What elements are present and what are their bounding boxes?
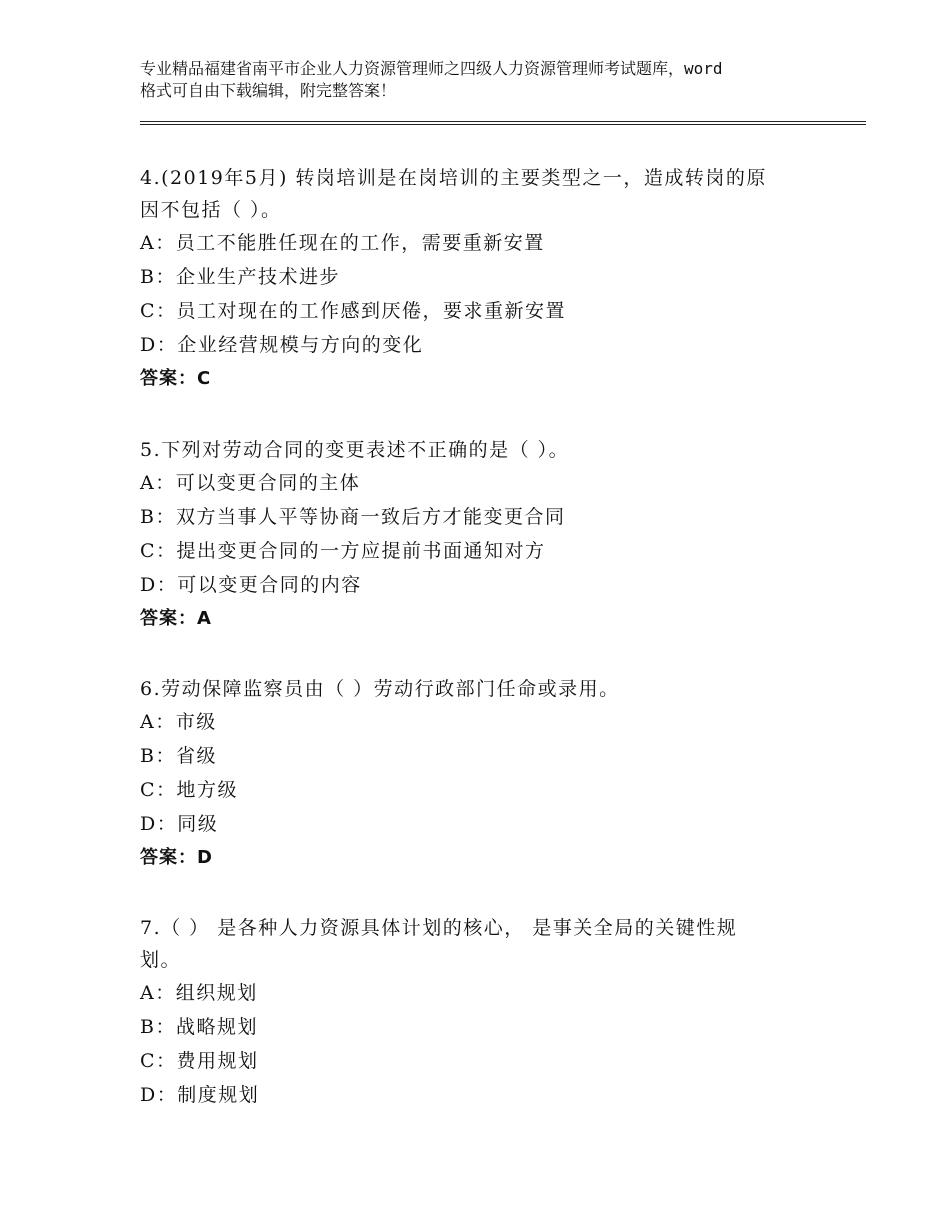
question-5 [140, 434, 840, 636]
question-stem-line: 6.劳动保障监察员由（ ）劳动行政部门任命或录用。 [140, 678, 620, 700]
option-a: A：可以变更合同的主体 [140, 472, 361, 494]
option-a: A：组织规划 [140, 982, 258, 1004]
header-rule-bottom [140, 124, 866, 125]
question-stem-line: 4.(2019年5月) 转岗培训是在岗培训的主要类型之一，造成转岗的原 [140, 167, 767, 189]
header-line-1: 专业精品福建省南平市企业人力资源管理师之四级人力资源管理师考试题库，word [140, 59, 723, 78]
answer: 答案：A [140, 608, 212, 629]
option-d: D：企业经营规模与方向的变化 [140, 334, 424, 356]
question-stem-line: 7.（ ） 是各种人力资源具体计划的核心， 是事关全局的关键性规 [140, 917, 738, 939]
question-7 [140, 912, 840, 1112]
option-b: B：双方当事人平等协商一致后方才能变更合同 [140, 506, 566, 528]
option-c: C：地方级 [140, 779, 239, 801]
option-a: A：员工不能胜任现在的工作，需要重新安置 [140, 232, 545, 254]
question-4 [140, 162, 840, 396]
question-stem-line: 划。 [140, 949, 182, 971]
header-rule-top [140, 121, 866, 122]
option-b: B：企业生产技术进步 [140, 266, 340, 288]
question-stem-line: 因不包括（ ）。 [140, 199, 282, 221]
question-stem-line: 5.下列对劳动合同的变更表述不正确的是（ ）。 [140, 439, 570, 461]
option-d: D：可以变更合同的内容 [140, 574, 362, 596]
option-c: C：员工对现在的工作感到厌倦，要求重新安置 [140, 300, 567, 322]
option-d: D：同级 [140, 813, 219, 835]
answer: 答案：D [140, 847, 213, 868]
document-header [140, 58, 830, 102]
option-c: C：提出变更合同的一方应提前书面通知对方 [140, 540, 546, 562]
answer: 答案：C [140, 368, 212, 389]
option-a: A：市级 [140, 711, 217, 733]
option-b: B：战略规划 [140, 1016, 258, 1038]
header-line-2: 格式可自由下载编辑，附完整答案！ [140, 81, 397, 100]
option-d: D：制度规划 [140, 1084, 260, 1106]
option-c: C：费用规划 [140, 1050, 259, 1072]
question-6 [140, 673, 840, 875]
option-b: B：省级 [140, 745, 217, 767]
